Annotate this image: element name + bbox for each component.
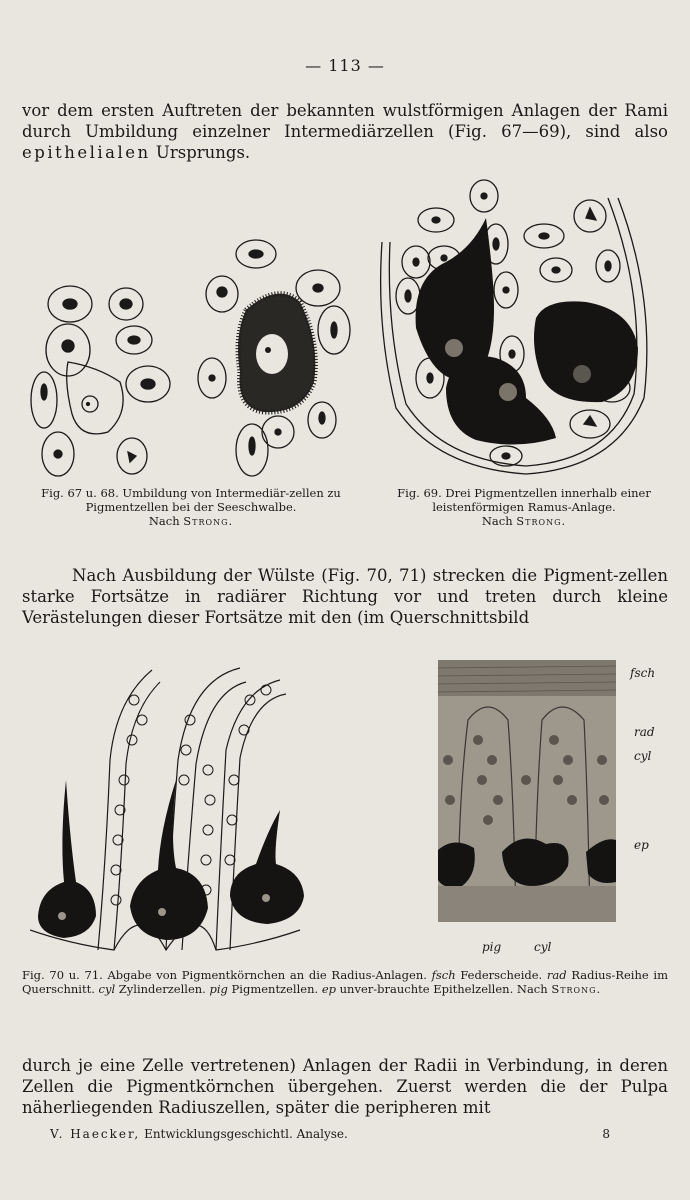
figure-69 <box>376 178 660 478</box>
figure-71 <box>438 660 616 922</box>
label-cyl-bottom: cyl <box>534 940 552 954</box>
paragraph-1-text: vor dem ersten Auftreten der bekannten wulstförmigen Anlagen der Rami durch Umbildung einzelner Intermediärzellen (Fig. 67—69), sind also <box>22 101 668 141</box>
caption-fig-67-68-nach: Nach <box>148 514 184 528</box>
caption-def-cyl: Zylinderzellen. <box>115 982 210 996</box>
caption-abbr-ep: ep <box>321 982 336 996</box>
caption-abbr-cyl: cyl <box>98 982 116 996</box>
page-number: — 113 — <box>305 56 385 75</box>
caption-fig-67-68-text: Fig. 67 u. 68. Umbildung von Intermediär-zellen zu Pigmentzellen bei der Seeschwalbe. <box>41 486 341 514</box>
caption-def-pig: Pigmentzellen. <box>227 982 322 996</box>
figure-67-68 <box>28 232 358 482</box>
caption-abbr-fsch: fsch <box>431 968 456 982</box>
caption-def-ep: unver-brauchte Epithelzellen. Nach <box>335 982 552 996</box>
caption-fig-69-author: Strong. <box>516 514 567 528</box>
footer-title: Entwicklungsgeschichtl. Analyse. <box>140 1127 348 1141</box>
paragraph-3-text: durch je eine Zelle vertretenen) Anlagen der Radii in Verbindung, in deren Zellen die Pigmentkörnchen übergehen. Zuerst werden die der Pulpa näherliegenden Radiuszellen, später die peripheren mit <box>22 1056 668 1117</box>
caption-fig-69-text: Fig. 69. Drei Pigmentzellen innerhalb einer leistenförmigen Ramus-Anlage. <box>397 486 651 514</box>
paragraph-1-end: Ursprungs. <box>150 143 251 162</box>
paragraph-3 <box>22 1055 668 1118</box>
caption-def-fsch: Federscheide. <box>455 968 547 982</box>
caption-fig-67-68 <box>18 486 364 528</box>
caption-fig-69-nach: Nach <box>481 514 517 528</box>
page-footer <box>50 1127 610 1141</box>
paragraph-1 <box>22 100 668 163</box>
footer-author: V. Haecker, <box>50 1127 141 1141</box>
label-cyl: cyl <box>634 749 652 763</box>
caption-abbr-pig: pig <box>209 982 228 996</box>
caption-def-rad: Radius-Reihe im Querschnitt. <box>22 968 668 996</box>
caption-fig-70-71-intro: Fig. 70 u. 71. Abgabe von Pigmentkörnchen an die Radius-Anlagen. <box>22 968 432 982</box>
footer-signature: 8 <box>602 1127 610 1141</box>
paragraph-1-emphasis: epithelialen <box>22 143 151 162</box>
label-pig: pig <box>482 940 502 954</box>
label-fsch: fsch <box>630 666 656 680</box>
caption-fig-70-71 <box>22 968 668 996</box>
caption-fig-69 <box>374 486 674 528</box>
paragraph-2 <box>22 565 668 628</box>
paragraph-2-text: Nach Ausbildung der Wülste (Fig. 70, 71) strecken die Pigment-zellen starke Fortsätze in radiärer Richtung vor und treten durch kleine Verästelungen dieser Fortsätze mit den (im Querschnittsbild <box>22 566 668 627</box>
caption-fig-67-68-author: Strong. <box>183 514 234 528</box>
figure-70 <box>30 660 314 960</box>
label-rad: rad <box>634 725 655 739</box>
label-ep: ep <box>634 838 649 852</box>
caption-abbr-rad: rad <box>546 968 567 982</box>
caption-fig-70-71-author: Strong. <box>551 982 602 996</box>
